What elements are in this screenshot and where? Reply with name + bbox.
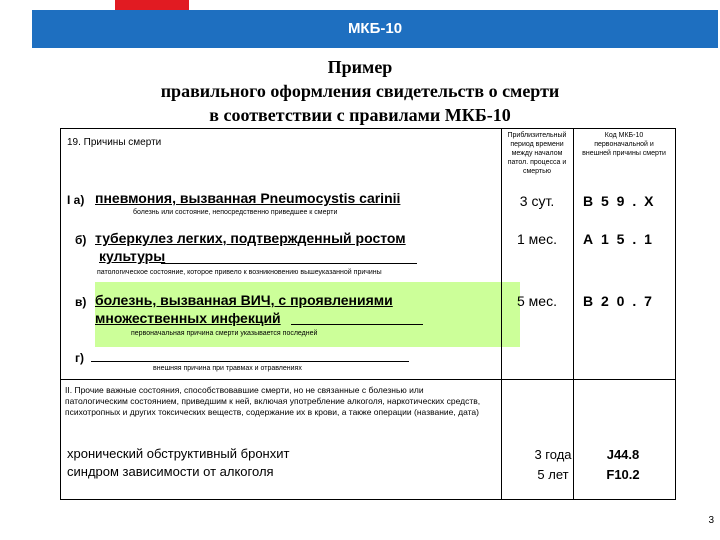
part2-diagnosis-2: синдром зависимости от алкоголя xyxy=(67,464,274,479)
interval-header: Приблизительный период времени между началом патол. процесса и смертью xyxy=(507,132,567,175)
divider-interval xyxy=(501,129,502,499)
row-a-code: В 5 9 . Х xyxy=(583,193,656,209)
divider-code xyxy=(573,129,574,499)
part2-numeral: II xyxy=(65,385,70,395)
causes-label: 19. Причины смерти xyxy=(67,137,162,148)
title-bar xyxy=(32,10,718,48)
row-c-interval: 5 мес. xyxy=(517,293,557,309)
row-c-code: В 2 0 . 7 xyxy=(583,293,654,309)
part2-diagnoses xyxy=(67,445,289,481)
part2-description: . Прочие важные состояния, способствовавшие смерти, но не связанные с болезнью или патологическим состоянием, приведшим к ней, включая употребление алкоголя, наркотических средств, психотропных и других токсических веществ, содержание их в крови, а также операции (название, дата) xyxy=(65,385,481,417)
row-b-fill-line xyxy=(161,263,417,264)
row-a-note: болезнь или состояние, непосредственно приведшее к смерти xyxy=(133,209,338,216)
title-bar-text: МКБ-10 xyxy=(347,20,403,37)
row-c-note: первоначальная причина смерти указывается последней xyxy=(131,330,318,337)
row-a-interval: 3 сут. xyxy=(519,193,555,209)
row-b-diagnosis: туберкулез легких, подтвержденный ростом xyxy=(95,230,406,246)
row-d-note: внешняя причина при травмах и отравлениях xyxy=(153,365,302,372)
part2-text xyxy=(65,385,481,418)
part2-diagnosis-1: хронический обструктивный бронхит xyxy=(67,446,290,461)
row-c-diagnosis: болезнь, вызванная ВИЧ, с проявлениями xyxy=(95,292,393,308)
row-c-fill-line xyxy=(291,324,423,325)
part2-code-2: F10.2 xyxy=(606,467,640,482)
heading-line-2: правильного оформления свидетельств о смерти xyxy=(160,81,560,101)
part2-divider xyxy=(61,379,675,380)
row-d-fill-line xyxy=(91,361,409,362)
code-header: Код МКБ-10 первоначальной и внешней причины смерти xyxy=(582,132,666,157)
row-a-marker: I а) xyxy=(67,193,85,207)
page-number: 3 xyxy=(708,515,714,526)
row-d-marker: г) xyxy=(75,351,84,365)
part2-interval-2: 5 лет xyxy=(537,467,569,482)
row-c-marker: в) xyxy=(75,295,87,309)
row-c-diagnosis-cont: множественных инфекций xyxy=(95,310,281,326)
row-b-marker: б) xyxy=(75,233,87,247)
row-b-note: патологическое состояние, которое привело к возникновению вышеуказанной причины xyxy=(97,269,382,276)
heading-line-1: Пример xyxy=(327,57,393,77)
heading-line-3: в соответствии с правилами МКБ-10 xyxy=(209,105,511,125)
death-certificate-form xyxy=(60,128,676,500)
row-b-diagnosis-cont: культуры xyxy=(99,248,166,264)
part2-code-1: J44.8 xyxy=(606,447,640,462)
part2-codes xyxy=(573,445,673,485)
row-b-interval: 1 мес. xyxy=(517,231,557,247)
part2-interval-1: 3 года xyxy=(534,447,572,462)
red-tab-decoration xyxy=(115,0,189,10)
row-a-diagnosis: пневмония, вызванная Pneumocystis carinii xyxy=(95,190,401,206)
row-b-code: А 1 5 . 1 xyxy=(583,231,654,247)
